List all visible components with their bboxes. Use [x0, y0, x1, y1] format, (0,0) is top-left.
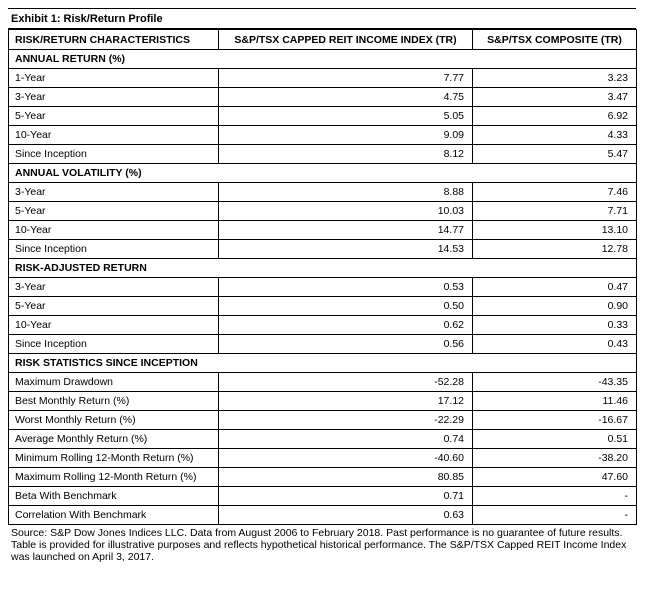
exhibit: [8, 8, 636, 563]
table-row: [9, 430, 637, 449]
reit-index-value: 80.85: [219, 468, 473, 487]
composite-value: 4.33: [473, 126, 637, 145]
header-row: [9, 30, 637, 50]
row-label: Minimum Rolling 12-Month Return (%): [9, 449, 219, 468]
row-label: 1-Year: [9, 69, 219, 88]
table-row: [9, 468, 637, 487]
composite-value: 12.78: [473, 240, 637, 259]
composite-value: -43.35: [473, 373, 637, 392]
composite-value: 47.60: [473, 468, 637, 487]
row-label: Since Inception: [9, 240, 219, 259]
table-row: [9, 506, 637, 525]
section-title: RISK STATISTICS SINCE INCEPTION: [9, 354, 637, 373]
reit-index-value: 5.05: [219, 107, 473, 126]
composite-value: 11.46: [473, 392, 637, 411]
table-row: [9, 297, 637, 316]
row-label: Since Inception: [9, 145, 219, 164]
table-row: [9, 145, 637, 164]
composite-value: 7.46: [473, 183, 637, 202]
table-row: [9, 107, 637, 126]
reit-index-value: 17.12: [219, 392, 473, 411]
row-label: Correlation With Benchmark: [9, 506, 219, 525]
risk-return-table: [8, 29, 637, 525]
table-row: [9, 221, 637, 240]
table-row: [9, 278, 637, 297]
composite-value: 0.51: [473, 430, 637, 449]
row-label: 5-Year: [9, 297, 219, 316]
table-row: [9, 183, 637, 202]
header-composite: S&P/TSX COMPOSITE (TR): [473, 30, 637, 50]
row-label: 10-Year: [9, 221, 219, 240]
reit-index-value: 14.53: [219, 240, 473, 259]
row-label: Best Monthly Return (%): [9, 392, 219, 411]
table-row: [9, 373, 637, 392]
section-title: ANNUAL RETURN (%): [9, 50, 637, 69]
reit-index-value: 0.56: [219, 335, 473, 354]
row-label: 3-Year: [9, 278, 219, 297]
table-row: [9, 392, 637, 411]
reit-index-value: -40.60: [219, 449, 473, 468]
composite-value: -16.67: [473, 411, 637, 430]
row-label: Maximum Rolling 12-Month Return (%): [9, 468, 219, 487]
reit-index-value: 8.12: [219, 145, 473, 164]
table-row: [9, 335, 637, 354]
table-row: [9, 202, 637, 221]
composite-value: -38.20: [473, 449, 637, 468]
composite-value: 0.43: [473, 335, 637, 354]
section-title: ANNUAL VOLATILITY (%): [9, 164, 637, 183]
table-row: [9, 126, 637, 145]
section-header-row: [9, 164, 637, 183]
reit-index-value: 7.77: [219, 69, 473, 88]
table-row: [9, 88, 637, 107]
table-row: [9, 487, 637, 506]
section-header-row: [9, 259, 637, 278]
reit-index-value: 0.50: [219, 297, 473, 316]
row-label: 5-Year: [9, 202, 219, 221]
composite-value: 6.92: [473, 107, 637, 126]
row-label: Beta With Benchmark: [9, 487, 219, 506]
row-label: 3-Year: [9, 88, 219, 107]
footnote: Source: S&P Dow Jones Indices LLC. Data from August 2006 to February 2018. Past performance is no guarantee of future results. Table is provided for illustrative purposes and reflects hypothetical historical performance. The S&P/TSX Capped REIT Income Index was launched on April 3, 2017.: [11, 527, 627, 563]
section-header-row: [9, 50, 637, 69]
reit-index-value: 8.88: [219, 183, 473, 202]
reit-index-value: 0.53: [219, 278, 473, 297]
table-row: [9, 69, 637, 88]
reit-index-value: 0.62: [219, 316, 473, 335]
composite-value: 0.33: [473, 316, 637, 335]
reit-index-value: 4.75: [219, 88, 473, 107]
reit-index-value: 0.63: [219, 506, 473, 525]
table-row: [9, 316, 637, 335]
row-label: 3-Year: [9, 183, 219, 202]
row-label: Worst Monthly Return (%): [9, 411, 219, 430]
reit-index-value: -52.28: [219, 373, 473, 392]
table-row: [9, 240, 637, 259]
composite-value: 0.47: [473, 278, 637, 297]
section-title: RISK-ADJUSTED RETURN: [9, 259, 637, 278]
reit-index-value: -22.29: [219, 411, 473, 430]
composite-value: 0.90: [473, 297, 637, 316]
row-label: 10-Year: [9, 126, 219, 145]
composite-value: 5.47: [473, 145, 637, 164]
composite-value: 3.23: [473, 69, 637, 88]
composite-value: -: [473, 487, 637, 506]
reit-index-value: 14.77: [219, 221, 473, 240]
table-row: [9, 449, 637, 468]
header-reit-index: S&P/TSX CAPPED REIT INCOME INDEX (TR): [219, 30, 473, 50]
reit-index-value: 9.09: [219, 126, 473, 145]
table-body: [9, 50, 637, 525]
composite-value: -: [473, 506, 637, 525]
row-label: Average Monthly Return (%): [9, 430, 219, 449]
row-label: Since Inception: [9, 335, 219, 354]
composite-value: 3.47: [473, 88, 637, 107]
reit-index-value: 10.03: [219, 202, 473, 221]
composite-value: 7.71: [473, 202, 637, 221]
section-header-row: [9, 354, 637, 373]
row-label: 10-Year: [9, 316, 219, 335]
row-label: Maximum Drawdown: [9, 373, 219, 392]
row-label: 5-Year: [9, 107, 219, 126]
composite-value: 13.10: [473, 221, 637, 240]
table-row: [9, 411, 637, 430]
reit-index-value: 0.74: [219, 430, 473, 449]
header-label: RISK/RETURN CHARACTERISTICS: [9, 30, 219, 50]
reit-index-value: 0.71: [219, 487, 473, 506]
exhibit-title: Exhibit 1: Risk/Return Profile: [8, 8, 636, 29]
